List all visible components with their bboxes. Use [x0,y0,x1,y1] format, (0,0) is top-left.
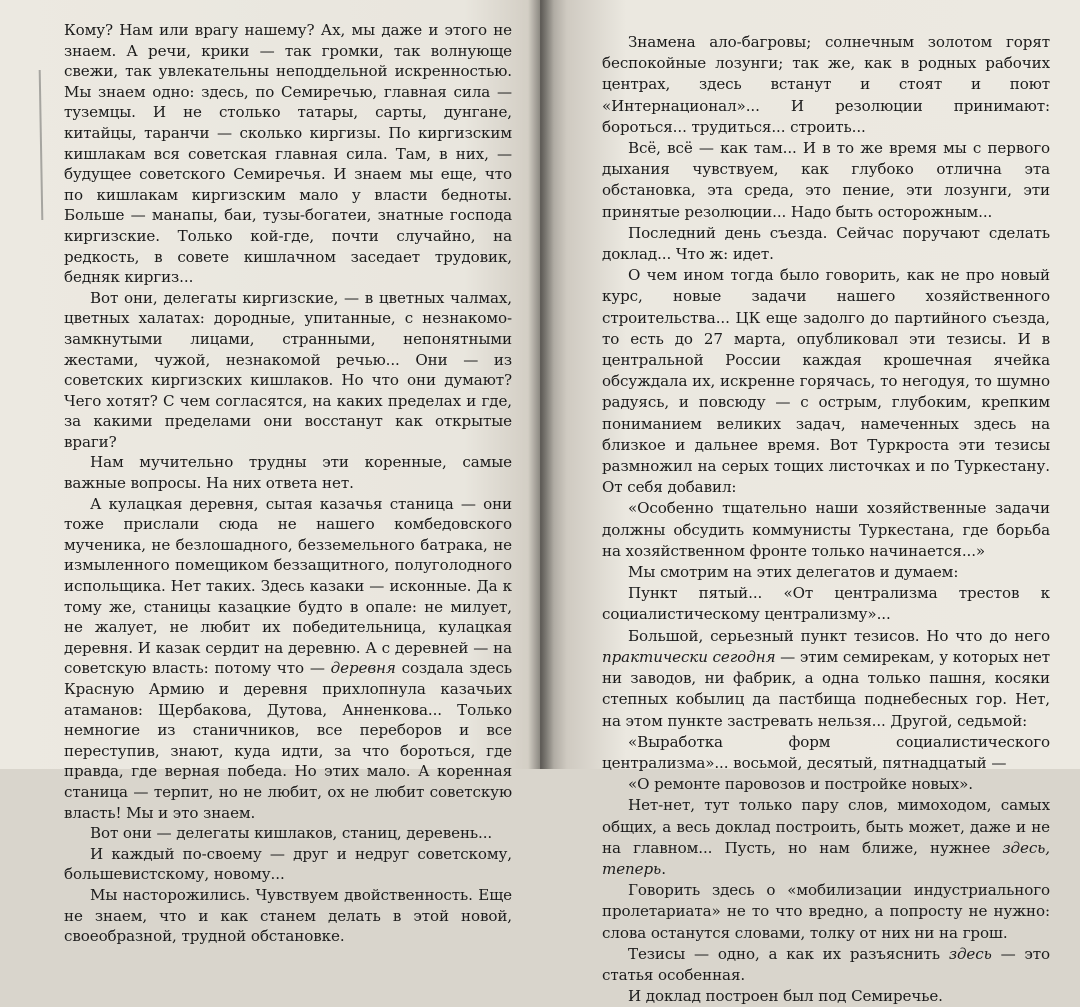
paragraph: Знамена ало-багровы; солнечным золотом горят беспокойные лозунги; так же, как в родных рабочих центрах, здесь встанут и стоят и поют «Интернационал»... И резолюции принимают: бороться... трудиться... строить... [602,33,1050,136]
book-gutter-shadow [528,0,554,769]
paragraph [602,626,1050,732]
paragraph: Нам мучительно трудны эти коренные, самые важные вопросы. На них ответа нет. [64,453,512,493]
paragraph: О чем ином тогда было говорить, как не про новый курс, новые задачи нашего хозяйственного строительства... ЦК еще задолго до партийного съезда, то есть до 27 марта, опубликовал эти тезисы. И в центральной России каждая крошечная ячейка обсуждала их, искренне горячась, то негодуя, то шумно радуясь, и повсюду — с острым, глубоким, крепким пониманием великих задач, намеченных здесь на близкое и дальнее время. Вот Туркроста эти тезисы размножил на серых тощих листочках и по Туркестану. От себя добавил: [602,266,1050,497]
italic-text: здесь, теперь [602,838,1050,878]
paragraph: Вот они, делегаты киргизские, — в цветных чалмах, цветных халатах: дородные, упитанные, с незнакомо-замкнутыми лицами, странными, непонятными жестами, чужой, незнакомой речью... Они — из советских киргизских кишлаков. Но что они думают? Чего хотят? С чем согласятся, на каких пределах и где, за какими пределами они восстанут как открытые враги? [64,288,512,451]
text-run: А кулацкая деревня, сытая казачья станица — они тоже прислали сюда не нашего комбедовского мученика, не безлошадного, безземельного батрака, не измыленного помещиком беззащитного, полуголодного испольщика. Нет таких. Здесь казаки — исконные. Да к тому же, станицы казацкие будто в опале: не милует, не жалует, не любит их победительница, кулацкая деревня. И казак сердит на деревню. А с деревней — на советскую власть: потому что — [64,494,512,678]
paragraph: Мы смотрим на этих делегатов и думаем: [628,563,959,582]
right-page [540,0,1080,1006]
quote-paragraph: «Особенно тщательно наши хозяйственные задачи должны обсудить коммунисты Туркестана, где борьба на хозяйственном фронте только начинается...» [602,499,1050,560]
text-run: — это статья особенная. [602,944,1050,984]
paragraph: Вот они — делегаты кишлаков, станиц, деревень... [90,824,493,843]
paragraph [64,494,512,824]
quote-paragraph: «Выработка форм социалистического централизма»... восьмой, десятый, пятнадцатый — [602,732,1050,772]
text-run: Тезисы — одно, а как их разъяснить [628,944,949,963]
paragraph [602,795,1050,880]
text-run: . [661,859,666,878]
italic-text: практически сегодня [602,647,776,666]
paragraph [602,944,1050,986]
text-run: Нет-нет, тут только пару слов, мимоходом, самых общих, а весь доклад построить, быть может, даже и не на главном... Пусть, но нам ближе, нужнее [602,796,1050,857]
quote-paragraph: «О ремонте паровозов и постройке новых». [628,775,973,794]
left-page [0,0,540,946]
paragraph: Последний день съезда. Сейчас поручают сделать доклад... Что ж: идет. [602,223,1050,264]
paragraph: Мы насторожились. Чувствуем двойственность. Еще не знаем, что и как станем делать в этой новой, своеобразной, трудной обстановке. [64,885,512,946]
paragraph: Говорить здесь о «мобилизации индустриального пролетариата» не то что вредно, а попросту не нужно: слова останутся словами, толку от них ни на грош. [602,881,1050,942]
text-run: создала здесь Красную Армию и деревня прихлопнула казачьих атаманов: Щербакова, Дутова, Анненкова... Только немногие из станичников, все переборов и все переступив, знают, куда идти, за что бороться, где правда, где верная победа. Но этих мало. А коренная станица — терпит, но не любит, ох не любит советскую власть! Мы и это знаем. [64,659,512,822]
text-run: Большой, серьезный пункт тезисов. Но что до него [628,626,1050,645]
left-page-text [64,20,512,947]
paragraph: Всё, всё — как там... И в то же время мы с первого дыхания чувствуем, как глубоко отлична эта обстановка, эта среда, это пение, эти лозунги, эти принятые резолюции... Надо быть осторожным... [602,139,1050,221]
text-run: — этим семирекам, у которых нет ни заводов, ни фабрик, а одна только пашня, косяки степных кобылиц да пастбища поднебесных гор. Нет, на этом пункте застревать нельзя... Другой, седьмой: [602,647,1050,730]
pencil-margin-mark [39,70,44,220]
italic-text: здесь [948,944,992,963]
paragraph: И каждый по-своему — друг и недруг советскому, большевистскому, новому... [64,844,512,884]
paragraph: И доклад построен был под Семиречье. [628,987,943,1006]
right-page-text [602,32,1050,1007]
italic-text: деревня [330,659,396,678]
paragraph: Пункт пятый... «От централизма трестов к социалистическому централизму»... [602,584,1050,624]
paragraph: Кому? Нам или врагу нашему? Ах, мы даже и этого не знаем. А речи, крики — так громки, так волнующе свежи, так увлекательны неподдельной искренностью. Мы знаем одно: здесь, по Семиречью, главная сила — туземцы. И не столько татары, сарты, дунгане, китайцы, таранчи — сколько киргизы. По киргизским кишлакам вся советская главная сила. Там, в них, — будущее советского Семиречья. И знаем мы еще, что по кишлакам киргизским мало у власти бедноты. Больше — манапы, баи, тузы-богатеи, знатные господа киргизские. Только кой-где, почти случайно, на редкость, в совете кишлачном заседает трудовик, бедняк киргиз... [64,21,512,287]
